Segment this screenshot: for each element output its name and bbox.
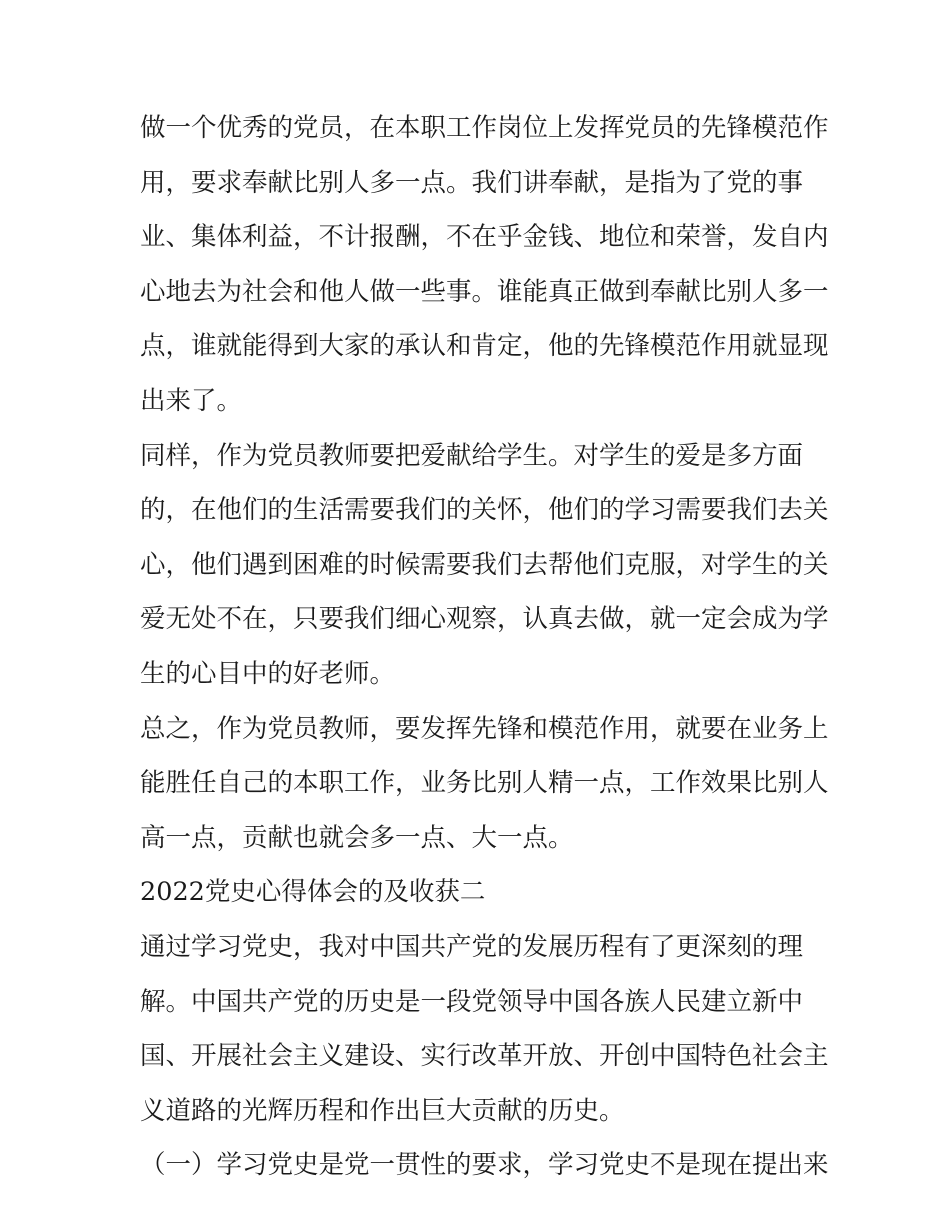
text-line: 爱无处不在，只要我们细心观察，认真去做，就一定会成为学 <box>140 604 829 635</box>
text-line: 点，谁就能得到大家的承认和肯定，他的先锋模范作用就显现 <box>140 331 829 362</box>
text-line: 义道路的光辉历程和作出巨大贡献的历史。 <box>140 1095 625 1126</box>
text-line: 心地去为社会和他人做一些事。谁能真正做到奉献比别人多一 <box>140 276 829 307</box>
text-line: 总之，作为党员教师，要发挥先锋和模范作用，就要在业务上 <box>140 713 829 744</box>
section-heading: 2022党史心得体会的及收获二 <box>140 877 486 908</box>
text-line: 用，要求奉献比别人多一点。我们讲奉献，是指为了党的事 <box>140 167 804 198</box>
text-line: 通过学习党史，我对中国共产党的发展历程有了更深刻的理 <box>140 931 804 962</box>
text-line: 业、集体利益，不计报酬，不在乎金钱、地位和荣誉，发自内 <box>140 222 829 253</box>
text-line: 做一个优秀的党员，在本职工作岗位上发挥党员的先锋模范作 <box>140 113 829 143</box>
text-line: 生的心目中的好老师。 <box>140 658 396 689</box>
text-line: （一）学习党史是党一贯性的要求，学习党史不是现在提出来 <box>140 1150 829 1181</box>
text-line: 心，他们遇到困难的时候需要我们去帮他们克服，对学生的关 <box>140 549 829 580</box>
text-line: 国、开展社会主义建设、实行改革开放、开创中国特色社会主 <box>140 1041 829 1072</box>
text-line: 的，在他们的生活需要我们的关怀，他们的学习需要我们去关 <box>140 495 829 526</box>
document-body <box>140 101 829 1193</box>
text-line: 能胜任自己的本职工作，业务比别人精一点，工作效果比别人 <box>140 768 829 799</box>
text-line: 出来了。 <box>140 385 243 416</box>
text-line: 同样，作为党员教师要把爱献给学生。对学生的爱是多方面 <box>140 440 804 471</box>
text-line: 高一点，贡献也就会多一点、大一点。 <box>140 822 574 853</box>
text-line: 解。中国共产党的历史是一段党领导中国各族人民建立新中 <box>140 986 804 1017</box>
